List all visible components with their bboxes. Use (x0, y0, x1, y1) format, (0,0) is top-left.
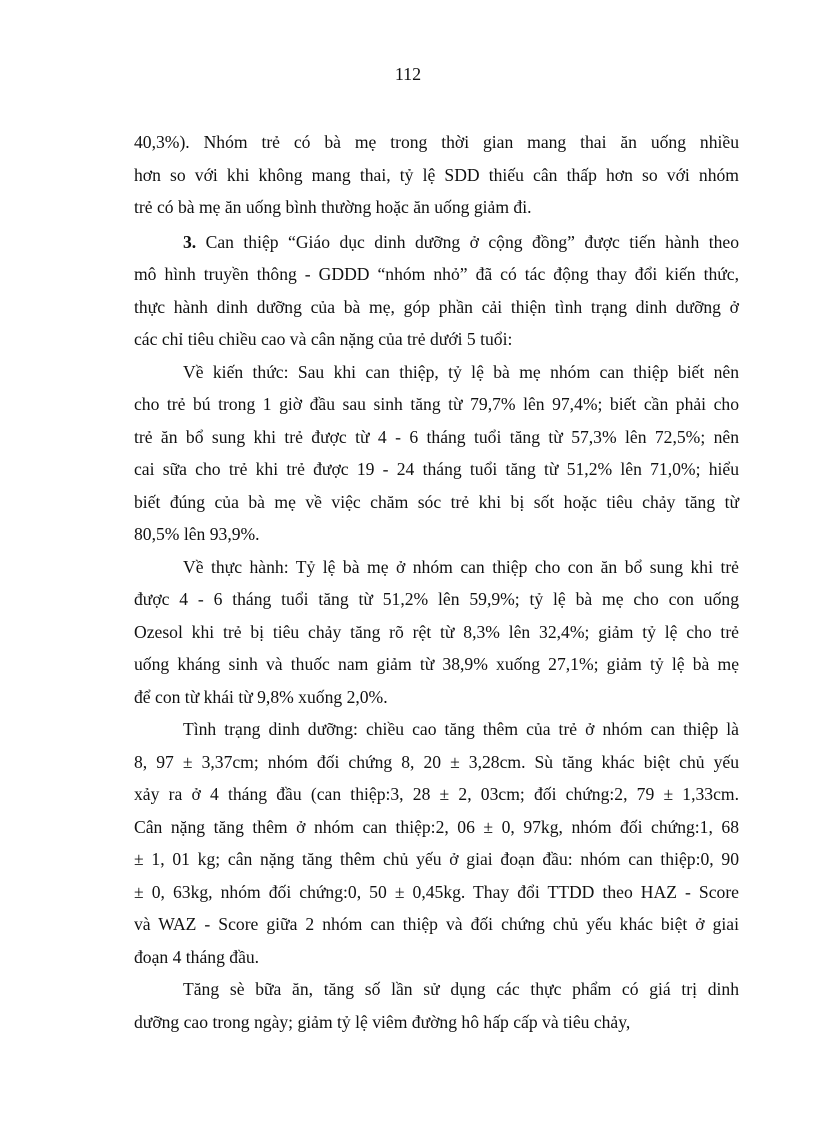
text-line: các chỉ tiêu chiều cao và cân nặng của trẻ dưới 5 tuổi: (134, 329, 513, 349)
text-line: Tăng sè bữa ăn, tăng số lần sử dụng các thực phẩm có giá trị dinh (183, 979, 739, 999)
text-line: 8, 97 ± 3,37cm; nhóm đối chứng 8, 20 ± 3,28cm. Sù tăng khác biệt chủ yếu (134, 751, 739, 772)
text-line: dưỡng cao trong ngày; giảm tỷ lệ viêm đường hô hấp cấp và tiêu chảy, (134, 1011, 631, 1032)
text-line-content: Can thiệp “Giáo dục dinh dưỡng ở cộng đồng” được tiến hành theo (205, 231, 739, 252)
paragraph (134, 356, 739, 551)
paragraph (134, 226, 739, 356)
text-line: thực hành dinh dưỡng của bà mẹ, góp phần cải thiện tình trạng dinh dưỡng ở (134, 296, 739, 317)
text-line: mô hình truyền thông - GDDD “nhóm nhỏ” đã có tác động thay đổi kiến thức, (134, 264, 739, 284)
text-line: xảy ra ở 4 tháng đầu (can thiệp:3, 28 ± 2, 03cm; đối chứng:2, 79 ± 1,33cm. (134, 784, 739, 804)
text-line (134, 226, 739, 259)
paragraph (134, 551, 739, 714)
text-line: để con từ khái từ 9,8% xuống 2,0%. (134, 686, 388, 707)
text-line: cho trẻ bú trong 1 giờ đầu sau sinh tăng từ 79,7% lên 97,4%; biết cần phải cho (134, 394, 739, 414)
text-line: ± 0, 63kg, nhóm đối chứng:0, 50 ± 0,45kg. Thay đổi TTDD theo HAZ - Score (134, 881, 739, 902)
text-line: đoạn 4 tháng đầu. (134, 946, 260, 967)
body-text (134, 126, 739, 1038)
text-line: Về thực hành: Tỷ lệ bà mẹ ở nhóm can thiệp cho con ăn bổ sung khi trẻ (183, 556, 739, 577)
text-line: 40,3%). Nhóm trẻ có bà mẹ trong thời gian mang thai ăn uống nhiều (134, 132, 739, 152)
text-line: và WAZ - Score giữa 2 nhóm can thiệp và đối chứng chủ yếu khác biệt ở giai (134, 914, 739, 934)
text-line: Ozesol khi trẻ bị tiêu chảy tăng rõ rệt từ 8,3% lên 32,4%; giảm tỷ lệ cho trẻ (134, 621, 739, 642)
text-line: hơn so với khi không mang thai, tỷ lệ SDD thiếu cân thấp hơn so với nhóm (134, 164, 739, 185)
text-line: 80,5% lên 93,9%. (134, 524, 260, 544)
text-line: biết đúng của bà mẹ về việc chăm sóc trẻ khi bị sốt hoặc tiêu chảy tăng từ (134, 491, 739, 512)
text-line: Tình trạng dinh dưỡng: chiều cao tăng thêm của trẻ ở nhóm can thiệp là (183, 719, 739, 739)
paragraph (134, 126, 739, 224)
text-line: cai sữa cho trẻ khi trẻ được 19 - 24 tháng tuổi tăng từ 51,2% lên 71,0%; hiểu (134, 459, 739, 479)
text-line: Cân nặng tăng thêm ở nhóm can thiệp:2, 06 ± 0, 97kg, nhóm đối chứng:1, 68 (134, 816, 739, 837)
text-line: trẻ có bà mẹ ăn uống bình thường hoặc ăn uống giảm đi. (134, 197, 532, 217)
page-number: 112 (394, 64, 422, 84)
text-line: được 4 - 6 tháng tuổi tăng từ 51,2% lên 59,9%; tỷ lệ bà mẹ cho con uống (134, 589, 739, 609)
paragraph (134, 973, 739, 1038)
text-line: uống kháng sinh và thuốc nam giảm từ 38,9% xuống 27,1%; giảm tỷ lệ bà mẹ (134, 654, 739, 674)
text-line: Về kiến thức: Sau khi can thiệp, tỷ lệ bà mẹ nhóm can thiệp biết nên (183, 361, 739, 382)
paragraph (134, 713, 739, 973)
text-line: trẻ ăn bổ sung khi trẻ được từ 4 - 6 tháng tuổi tăng từ 57,3% lên 72,5%; nên (134, 426, 739, 447)
text-line: ± 1, 01 kg; cân nặng tăng thêm chủ yếu ở giai đoạn đầu: nhóm can thiệp:0, 90 (134, 849, 739, 869)
conclusion-number: 3. (183, 231, 197, 252)
